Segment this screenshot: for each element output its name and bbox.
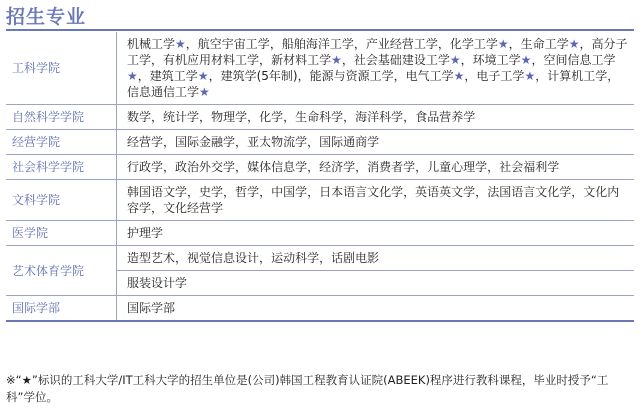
major-name: 国际通商学 xyxy=(319,135,380,149)
separator: ， xyxy=(283,110,296,124)
major-item xyxy=(450,37,521,51)
majors-table-body xyxy=(6,32,634,321)
star-icon: ★ xyxy=(497,37,509,51)
separator: ， xyxy=(579,37,592,51)
major-item xyxy=(319,160,367,174)
major-item xyxy=(282,37,366,51)
separator: ， xyxy=(187,185,200,199)
major-item xyxy=(355,110,415,124)
major-name: 生命科学 xyxy=(295,110,344,124)
major-item xyxy=(367,160,427,174)
major-item xyxy=(127,276,187,290)
star-icon: ★ xyxy=(449,53,461,67)
college-row xyxy=(6,32,634,105)
major-item xyxy=(295,110,355,124)
footnote: ※“★”标识的工科大学/IT工科大学的招生单位是(公司)韩国工程教育认证院(ABEEK)程序进行教科课程，毕业时授予“工科”学位。 xyxy=(6,373,609,404)
major-name: 哲学 xyxy=(235,185,260,199)
major-item xyxy=(187,251,271,265)
major-item xyxy=(476,69,547,83)
separator: ， xyxy=(403,110,416,124)
major-item xyxy=(259,110,295,124)
major-name: 法国语言文化学 xyxy=(487,185,572,199)
major-item xyxy=(221,69,310,83)
major-name: 中国学 xyxy=(271,185,308,199)
majors-list xyxy=(117,155,635,180)
major-item xyxy=(247,160,319,174)
major-name: 空间信息工学 xyxy=(543,53,616,67)
star-icon: ★ xyxy=(568,37,580,51)
separator: ， xyxy=(235,160,248,174)
separator: ， xyxy=(259,251,272,265)
separator: ， xyxy=(487,160,500,174)
star-icon: ★ xyxy=(520,53,532,67)
majors-list xyxy=(117,32,635,105)
major-item xyxy=(175,160,247,174)
major-name: 食品营养学 xyxy=(415,110,476,124)
college-name: 经营学院 xyxy=(6,130,117,155)
major-item xyxy=(163,201,223,215)
majors-list xyxy=(117,180,635,221)
major-name: 建筑学(5年制) xyxy=(220,69,298,83)
majors-table xyxy=(6,32,634,322)
major-item xyxy=(175,135,247,149)
major-name: 护理学 xyxy=(127,226,164,240)
major-item xyxy=(163,110,211,124)
major-name: 经营学 xyxy=(127,135,164,149)
college-name: 社会科学学院 xyxy=(6,155,117,180)
college-name: 艺术体育学院 xyxy=(6,246,117,296)
separator: ， xyxy=(235,135,248,149)
major-name: 产业经营工学 xyxy=(365,37,438,51)
separator: ， xyxy=(607,69,620,83)
major-item xyxy=(521,37,592,51)
college-name: 国际学部 xyxy=(6,296,117,322)
college-name: 工科学院 xyxy=(6,32,117,105)
major-name: 亚太物流学 xyxy=(247,135,308,149)
major-item xyxy=(427,160,499,174)
college-row xyxy=(6,221,634,246)
major-name: 统计学 xyxy=(163,110,200,124)
college-row xyxy=(6,296,634,322)
major-item xyxy=(127,160,175,174)
major-item xyxy=(271,185,319,199)
separator: ， xyxy=(175,251,188,265)
major-item xyxy=(127,226,163,240)
separator: ， xyxy=(163,135,176,149)
major-item xyxy=(499,160,559,174)
major-name: 高分子工学 xyxy=(127,37,628,67)
page-title: 招生专业 xyxy=(6,6,87,28)
separator: ， xyxy=(355,160,368,174)
major-name: 行政学 xyxy=(127,160,164,174)
major-item xyxy=(247,135,319,149)
star-icon: ★ xyxy=(175,37,186,51)
major-name: 计算机工学 xyxy=(547,69,608,83)
major-name: 儿童心理学 xyxy=(427,160,488,174)
star-icon: ★ xyxy=(197,69,209,83)
major-item xyxy=(366,37,450,51)
separator: ， xyxy=(223,185,236,199)
separator: ， xyxy=(343,110,356,124)
college-name: 医学院 xyxy=(6,221,117,246)
major-item xyxy=(415,110,475,124)
major-name: 史学 xyxy=(199,185,224,199)
majors-list xyxy=(117,221,635,246)
separator: ， xyxy=(151,53,164,67)
separator: ， xyxy=(353,37,366,51)
major-item xyxy=(271,251,331,265)
separator: ， xyxy=(259,53,272,67)
majors-list xyxy=(117,246,635,271)
major-name: 服装设计学 xyxy=(127,276,188,290)
major-item xyxy=(127,37,198,51)
separator: ， xyxy=(259,185,272,199)
major-item xyxy=(319,185,415,199)
college-row xyxy=(6,155,634,180)
separator: ， xyxy=(531,53,544,67)
separator: ， xyxy=(307,185,320,199)
separator: ， xyxy=(437,37,450,51)
major-name: 电子工学 xyxy=(476,69,525,83)
major-name: 政治外交学 xyxy=(175,160,236,174)
separator: ， xyxy=(341,53,354,67)
major-item xyxy=(406,69,477,83)
major-item xyxy=(271,53,354,67)
major-name: 机械工学 xyxy=(127,37,176,51)
major-item xyxy=(127,135,175,149)
separator: ， xyxy=(151,201,164,215)
separator: ， xyxy=(571,185,584,199)
major-name: 社会福利学 xyxy=(499,160,560,174)
major-item xyxy=(127,301,175,315)
major-name: 国际学部 xyxy=(127,301,176,315)
major-name: 生命工学 xyxy=(520,37,569,51)
major-name: 化学工学 xyxy=(449,37,498,51)
major-name: 环境工学 xyxy=(472,53,521,67)
college-name: 自然科学学院 xyxy=(6,105,117,130)
major-item xyxy=(127,85,210,99)
major-name: 海洋科学 xyxy=(355,110,404,124)
major-name: 韩国语文学 xyxy=(127,185,188,199)
major-item xyxy=(198,37,282,51)
major-name: 视觉信息设计 xyxy=(187,251,260,265)
major-name: 运动科学 xyxy=(271,251,320,265)
major-name: 英语英文学 xyxy=(415,185,476,199)
major-name: 建筑工学 xyxy=(149,69,198,83)
separator: ， xyxy=(464,69,477,83)
major-name: 经济学 xyxy=(319,160,356,174)
major-name: 物理学 xyxy=(211,110,248,124)
separator: ， xyxy=(269,37,282,51)
separator: ， xyxy=(247,110,260,124)
major-name: 日本语言文化学 xyxy=(319,185,404,199)
separator: ， xyxy=(307,160,320,174)
major-name: 文化内容学 xyxy=(127,185,620,215)
separator: ， xyxy=(460,53,473,67)
separator: ， xyxy=(393,69,406,83)
separator: ， xyxy=(151,110,164,124)
major-item xyxy=(473,53,544,67)
star-icon: ★ xyxy=(127,69,138,83)
major-item xyxy=(487,185,583,199)
college-row xyxy=(6,180,634,221)
major-name: 电气工学 xyxy=(405,69,454,83)
separator: ， xyxy=(208,69,221,83)
separator: ， xyxy=(475,185,488,199)
major-name: 国际金融学 xyxy=(175,135,236,149)
major-item xyxy=(319,135,379,149)
separator: ， xyxy=(403,185,416,199)
major-name: 社会基础建设工学 xyxy=(353,53,450,67)
major-name: 有机应用材料工学 xyxy=(163,53,260,67)
separator: ， xyxy=(185,37,198,51)
major-name: 能源与资源工学 xyxy=(309,69,394,83)
major-name: 数学 xyxy=(127,110,152,124)
major-item xyxy=(331,251,379,265)
major-name: 话剧电影 xyxy=(331,251,380,265)
college-name: 文科学院 xyxy=(6,180,117,221)
majors-list xyxy=(117,296,635,322)
major-item xyxy=(415,185,487,199)
major-item xyxy=(235,185,271,199)
major-item xyxy=(163,53,271,67)
majors-list xyxy=(117,130,635,155)
major-item xyxy=(199,185,235,199)
major-item xyxy=(127,251,187,265)
major-name: 化学 xyxy=(259,110,284,124)
major-name: 新材料工学 xyxy=(271,53,332,67)
star-icon: ★ xyxy=(524,69,536,83)
separator: ， xyxy=(297,69,310,83)
separator: ， xyxy=(137,69,150,83)
major-name: 船舶海洋工学 xyxy=(281,37,354,51)
college-row xyxy=(6,105,634,130)
star-icon: ★ xyxy=(331,53,342,67)
major-item xyxy=(547,69,619,83)
star-icon: ★ xyxy=(199,85,210,99)
separator: ， xyxy=(508,37,521,51)
separator: ， xyxy=(163,160,176,174)
major-item xyxy=(150,69,221,83)
majors-list xyxy=(117,105,635,130)
major-name: 文化经营学 xyxy=(163,201,224,215)
separator: ， xyxy=(307,135,320,149)
major-item xyxy=(127,185,199,199)
college-row xyxy=(6,130,634,155)
separator: ， xyxy=(415,160,428,174)
major-name: 媒体信息学 xyxy=(247,160,308,174)
major-item xyxy=(127,110,163,124)
majors-list xyxy=(117,271,635,296)
title-divider xyxy=(6,29,634,31)
major-name: 消费者学 xyxy=(367,160,416,174)
separator: ， xyxy=(319,251,332,265)
major-item xyxy=(211,110,259,124)
college-row xyxy=(6,246,634,271)
major-name: 造型艺术 xyxy=(127,251,176,265)
major-name: 信息通信工学 xyxy=(127,85,200,99)
major-name: 航空宇宙工学 xyxy=(197,37,270,51)
separator: ， xyxy=(535,69,548,83)
star-icon: ★ xyxy=(453,69,465,83)
major-item xyxy=(354,53,473,67)
major-item xyxy=(310,69,406,83)
separator: ， xyxy=(199,110,212,124)
